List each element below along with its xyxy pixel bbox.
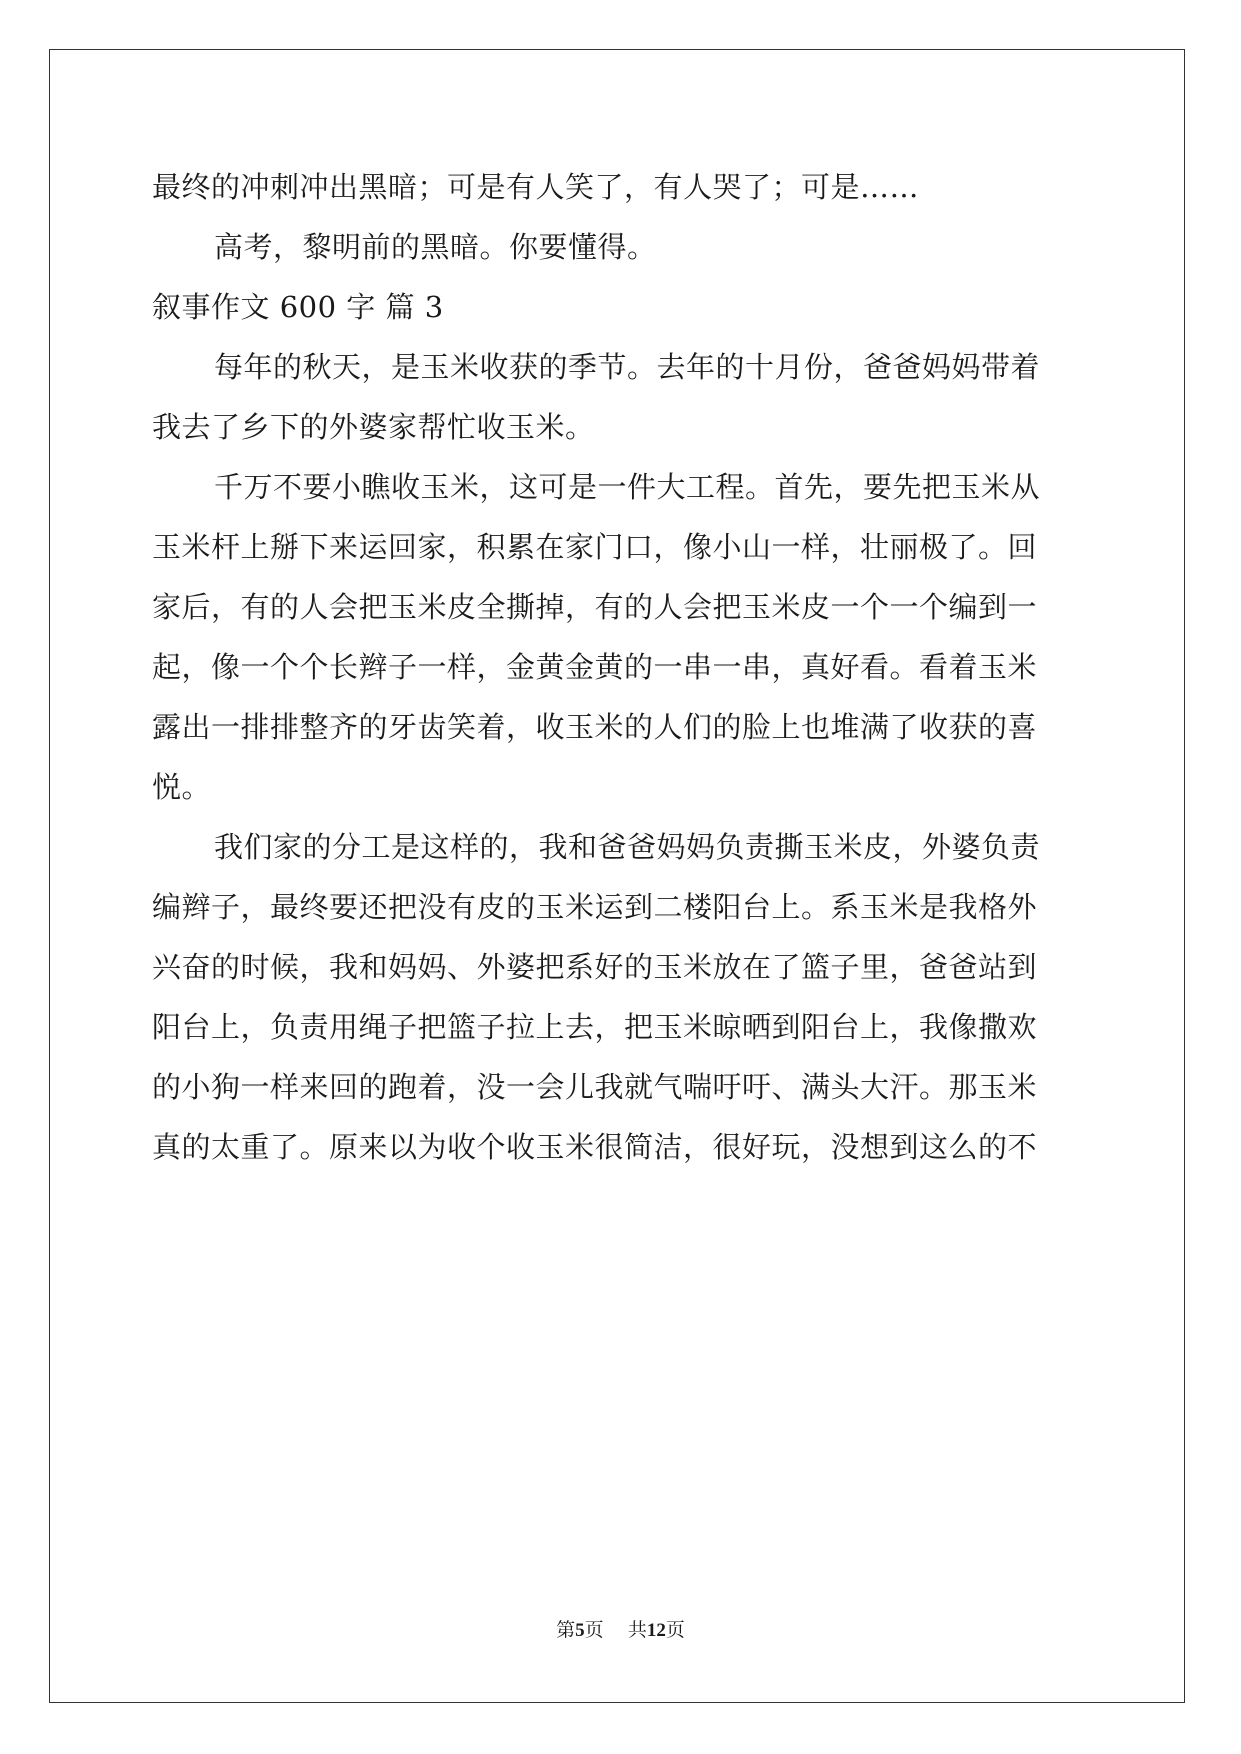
footer-suffix: 页 bbox=[665, 1619, 685, 1641]
text-line-15: 阳台上，负责用绳子把篮子拉上去，把玉米晾晒到阳台上，我像撒欢 bbox=[152, 1010, 1038, 1044]
footer-middle: 页 共 bbox=[584, 1619, 647, 1641]
text-line-16: 的小狗一样来回的跑着，没一会儿我就气喘吁吁、满头大汗。那玉米 bbox=[152, 1070, 1038, 1104]
section-heading: 叙事作文 600 字 篇 3 bbox=[152, 290, 444, 324]
text-line-14: 兴奋的时候，我和妈妈、外婆把系好的玉米放在了篮子里，爸爸站到 bbox=[152, 950, 1038, 984]
text-line-10: 露出一排排整齐的牙齿笑着，收玉米的人们的脸上也堆满了收获的喜 bbox=[152, 710, 1038, 744]
footer-page-number: 5 bbox=[575, 1620, 585, 1641]
text-line-8: 家后，有的人会把玉米皮全撕掉，有的人会把玉米皮一个一个编到一 bbox=[152, 590, 1038, 624]
text-line-13: 编辫子，最终要还把没有皮的玉米运到二楼阳台上。系玉米是我格外 bbox=[152, 890, 1038, 924]
footer-prefix: 第 bbox=[556, 1619, 576, 1641]
text-line-11: 悦。 bbox=[152, 770, 212, 804]
text-line-6: 千万不要小瞧收玉米，这可是一件大工程。首先，要先把玉米从 bbox=[214, 470, 1041, 504]
text-line-4: 每年的秋天，是玉米收获的季节。去年的十月份，爸爸妈妈带着 bbox=[214, 350, 1041, 384]
text-line-5: 我去了乡下的外婆家帮忙收玉米。 bbox=[152, 410, 595, 444]
text-line-1: 最终的冲刺冲出黑暗；可是有人笑了，有人哭了；可是…… bbox=[152, 170, 920, 204]
text-line-2: 高考，黎明前的黑暗。你要懂得。 bbox=[214, 230, 657, 264]
footer-total-pages: 12 bbox=[646, 1620, 666, 1641]
document-body bbox=[152, 157, 1082, 1177]
text-line-9: 起，像一个个长辫子一样，金黄金黄的一串一串，真好看。看着玉米 bbox=[152, 650, 1038, 684]
page-footer bbox=[0, 1618, 1241, 1643]
text-line-7: 玉米杆上掰下来运回家，积累在家门口，像小山一样，壮丽极了。回 bbox=[152, 530, 1038, 564]
text-line-12: 我们家的分工是这样的，我和爸爸妈妈负责撕玉米皮，外婆负责 bbox=[214, 830, 1041, 864]
text-line-17: 真的太重了。原来以为收个收玉米很简洁，很好玩，没想到这么的不 bbox=[152, 1130, 1038, 1164]
